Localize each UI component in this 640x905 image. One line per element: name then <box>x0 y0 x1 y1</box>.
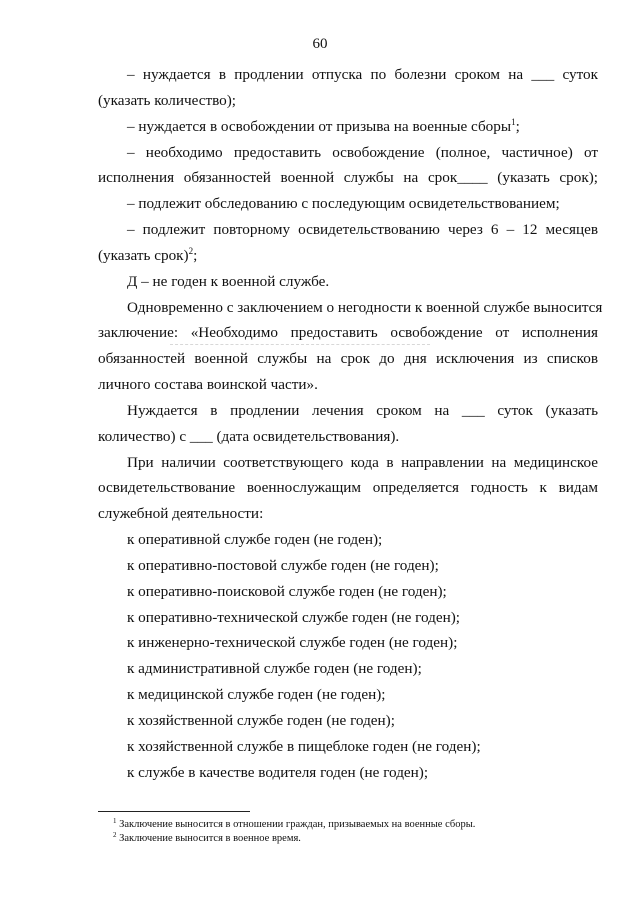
footnote-text: Заключение выносится в военное время. <box>119 833 301 844</box>
list-item: к оперативно-постовой службе годен (не годен); <box>127 557 439 574</box>
list-item: к оперативно-поисковой службе годен (не годен); <box>127 583 447 600</box>
text-line: личного состава воинской части». <box>98 376 318 393</box>
list-item: к оперативно-технической службе годен (не годен); <box>127 609 461 626</box>
text-line <box>127 118 598 136</box>
text-line: Одновременно с заключением о негодности к военной службе выносится <box>127 299 603 316</box>
footnote-ref: 1 <box>511 117 516 127</box>
list-item: к инженерно-технической службе годен (не годен); <box>127 634 458 651</box>
list-item: к медицинской службе годен (не годен); <box>127 686 386 703</box>
text-line: Нуждается в продлении лечения сроком на ___ суток (указать <box>127 402 598 419</box>
text-span: ; <box>193 247 198 264</box>
text-line <box>98 247 598 265</box>
text-line: служебной деятельности: <box>98 505 264 522</box>
text-line: (указать количество); <box>98 92 237 109</box>
text-line: При наличии соответствующего кода в направлении на медицинское <box>127 454 598 471</box>
footnote-ref: 2 <box>188 246 194 256</box>
footnote <box>113 818 475 831</box>
list-item: к оперативной службе годен (не годен); <box>127 531 383 548</box>
text-line: заключение: «Необходимо предоставить освобождение от исполнения <box>98 324 598 341</box>
text-span: ; <box>515 118 520 135</box>
list-item: к службе в качестве водителя годен (не годен); <box>127 764 429 781</box>
text-line: – подлежит обследованию с последующим освидетельствованием; <box>127 195 560 212</box>
text-span: (указать срок) <box>98 247 189 264</box>
text-span: – нуждается в освобождении от призыва на военные сборы <box>127 118 512 135</box>
text-line: исполнения обязанностей военной службы на срок____ (указать срок); <box>98 169 598 186</box>
list-item: к хозяйственной службе годен (не годен); <box>127 712 395 729</box>
scan-artifact <box>170 344 430 345</box>
text-line: количество) с ___ (дата освидетельствования). <box>98 428 400 445</box>
list-item: к административной службе годен (не годен); <box>127 660 422 677</box>
text-line: освидетельствование военнослужащим определяется годность к видам <box>98 479 598 496</box>
text-line: – подлежит повторному освидетельствованию через 6 – 12 месяцев <box>127 221 598 238</box>
footnote <box>113 832 301 845</box>
footnote-mark: 1 <box>113 817 117 825</box>
footnote-mark: 2 <box>113 831 117 839</box>
text-line: обязанностей военной службы на срок до дня исключения из списков <box>98 350 598 367</box>
text-line: Д – не годен к военной службе. <box>127 273 330 290</box>
text-line: – нуждается в продлении отпуска по болезни сроком на ___ суток <box>127 66 598 83</box>
footnote-text: Заключение выносится в отношении граждан, призываемых на военные сборы. <box>119 819 476 830</box>
footnote-separator <box>98 811 250 812</box>
list-item: к хозяйственной службе в пищеблоке годен (не годен); <box>127 738 481 755</box>
page-number: 60 <box>312 36 328 52</box>
text-line: – необходимо предоставить освобождение (полное, частичное) от <box>127 144 598 161</box>
